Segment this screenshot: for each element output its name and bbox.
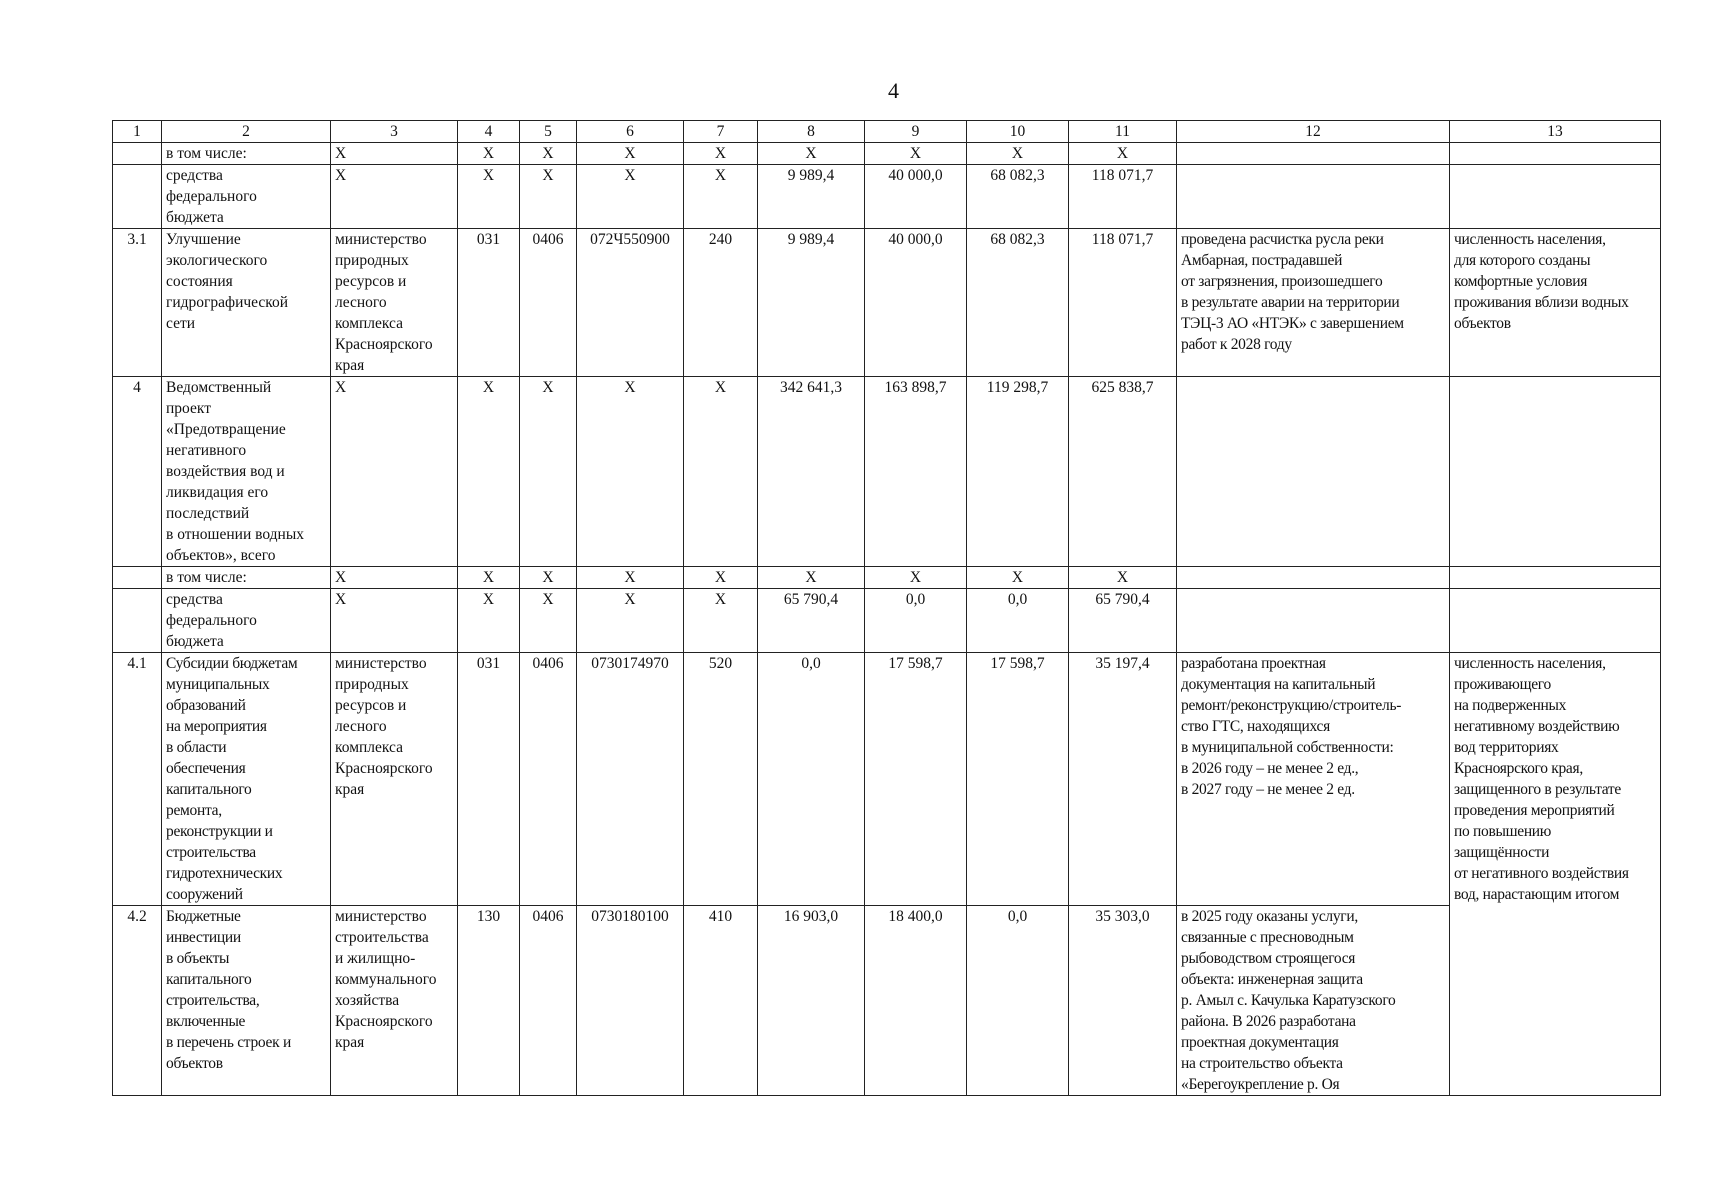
cell-col6: Х: [577, 589, 684, 653]
cell-col5: Х: [520, 589, 577, 653]
table-row: [113, 377, 1661, 567]
cell-col11: 35 197,4: [1069, 653, 1177, 906]
cell-col4: Х: [458, 165, 520, 229]
header-cell: 1: [113, 121, 162, 143]
item-name: Ведомственный проект «Предотвращение негативного воздействия вод и ликвидация его последствий в отношении водных объектов», всего: [162, 377, 331, 567]
cell-col10: Х: [967, 143, 1069, 165]
header-cell: 7: [684, 121, 758, 143]
cell-col9: 40 000,0: [865, 165, 967, 229]
responsible-org: министерство строительства и жилищно- коммунального хозяйства Красноярского края: [331, 906, 458, 1096]
cell-col7: Х: [684, 589, 758, 653]
indicator: [1450, 165, 1661, 229]
cell-col11: 118 071,7: [1069, 229, 1177, 377]
cell-col10: 0,0: [967, 906, 1069, 1096]
cell-col8: 9 989,4: [758, 229, 865, 377]
indicator: [1450, 567, 1661, 589]
row-number: [113, 589, 162, 653]
cell-col5: Х: [520, 377, 577, 567]
cell-col10: Х: [967, 567, 1069, 589]
table-row: [113, 143, 1661, 165]
cell-col11: 65 790,4: [1069, 589, 1177, 653]
expected-result: [1177, 143, 1450, 165]
cell-col6: 0730174970: [577, 653, 684, 906]
item-name: средства федерального бюджета: [162, 589, 331, 653]
cell-col10: 68 082,3: [967, 229, 1069, 377]
cell-col7: Х: [684, 377, 758, 567]
cell-col5: 0406: [520, 906, 577, 1096]
cell-col8: 9 989,4: [758, 165, 865, 229]
cell-col4: 031: [458, 653, 520, 906]
indicator: численность населения, проживающего на подверженных негативному воздействию вод территориях Красноярского края, защищенного в результате проведения мероприятий по повышению защищённости от негативного воздействия вод, нарастающим итогом: [1450, 653, 1661, 1096]
cell-col5: 0406: [520, 653, 577, 906]
responsible-org: Х: [331, 589, 458, 653]
cell-col9: 0,0: [865, 589, 967, 653]
cell-col7: Х: [684, 165, 758, 229]
cell-col11: 625 838,7: [1069, 377, 1177, 567]
item-name: Улучшение экологического состояния гидрографической сети: [162, 229, 331, 377]
header-cell: 9: [865, 121, 967, 143]
expected-result: проведена расчистка русла реки Амбарная, пострадавшей от загрязнения, произошедшего в результате аварии на территории ТЭЦ-3 АО «НТЭК» с завершением работ к 2028 году: [1177, 229, 1450, 377]
row-number: 4: [113, 377, 162, 567]
page-number: 4: [888, 78, 899, 103]
cell-col6: Х: [577, 377, 684, 567]
expected-result: [1177, 377, 1450, 567]
item-name: средства федерального бюджета: [162, 165, 331, 229]
item-name: в том числе:: [162, 567, 331, 589]
responsible-org: Х: [331, 377, 458, 567]
cell-col7: Х: [684, 143, 758, 165]
cell-col5: Х: [520, 165, 577, 229]
expected-result: [1177, 165, 1450, 229]
item-name: Бюджетные инвестиции в объекты капитального строительства, включенные в перечень строек и объектов: [162, 906, 331, 1096]
header-cell: 5: [520, 121, 577, 143]
cell-col6: Х: [577, 165, 684, 229]
cell-col8: Х: [758, 143, 865, 165]
header-cell: 2: [162, 121, 331, 143]
indicator: [1450, 377, 1661, 567]
indicator: численность населения, для которого созданы комфортные условия проживания вблизи водных объектов: [1450, 229, 1661, 377]
cell-col9: 163 898,7: [865, 377, 967, 567]
cell-col9: Х: [865, 567, 967, 589]
cell-col4: Х: [458, 377, 520, 567]
header-cell: 11: [1069, 121, 1177, 143]
table-row: [113, 567, 1661, 589]
cell-col10: 0,0: [967, 589, 1069, 653]
cell-col4: Х: [458, 143, 520, 165]
cell-col9: 17 598,7: [865, 653, 967, 906]
cell-col8: 65 790,4: [758, 589, 865, 653]
header-cell: 3: [331, 121, 458, 143]
cell-col5: 0406: [520, 229, 577, 377]
row-number: [113, 165, 162, 229]
table-row: [113, 165, 1661, 229]
indicator: [1450, 143, 1661, 165]
table-row: [113, 906, 1661, 1096]
expected-result: [1177, 589, 1450, 653]
cell-col11: Х: [1069, 143, 1177, 165]
cell-col4: Х: [458, 589, 520, 653]
responsible-org: министерство природных ресурсов и лесного комплекса Красноярского края: [331, 229, 458, 377]
cell-col4: 031: [458, 229, 520, 377]
header-cell: 8: [758, 121, 865, 143]
cell-col10: 119 298,7: [967, 377, 1069, 567]
cell-col5: Х: [520, 567, 577, 589]
cell-col11: Х: [1069, 567, 1177, 589]
responsible-org: министерство природных ресурсов и лесного комплекса Красноярского края: [331, 653, 458, 906]
item-name: Субсидии бюджетам муниципальных образований на мероприятия в области обеспечения капитального ремонта, реконструкции и строительства гидротехнических сооружений: [162, 653, 331, 906]
program-table: [112, 120, 1661, 1096]
responsible-org: Х: [331, 143, 458, 165]
header-cell: 4: [458, 121, 520, 143]
expected-result: разработана проектная документация на капитальный ремонт/реконструкцию/строитель- ство ГТС, находящихся в муниципальной собственности: в 2026 году – не менее 2 ед., в 2027 году – не менее 2 ед.: [1177, 653, 1450, 906]
responsible-org: Х: [331, 165, 458, 229]
cell-col11: 35 303,0: [1069, 906, 1177, 1096]
cell-col10: 68 082,3: [967, 165, 1069, 229]
cell-col7: Х: [684, 567, 758, 589]
expected-result: в 2025 году оказаны услуги, связанные с пресноводным рыбоводством строящегося объекта: инженерная защита р. Амыл с. Качулька Каратузского района. В 2026 разработана проектная документация на строительство объекта «Берегоукрепление р. Оя: [1177, 906, 1450, 1096]
responsible-org: Х: [331, 567, 458, 589]
row-number: 3.1: [113, 229, 162, 377]
cell-col6: Х: [577, 567, 684, 589]
table-row: [113, 229, 1661, 377]
row-number: 4.1: [113, 653, 162, 906]
cell-col7: 240: [684, 229, 758, 377]
cell-col9: Х: [865, 143, 967, 165]
table-row: [113, 653, 1661, 906]
cell-col8: 0,0: [758, 653, 865, 906]
cell-col4: Х: [458, 567, 520, 589]
cell-col6: 072Ч550900: [577, 229, 684, 377]
cell-col7: 520: [684, 653, 758, 906]
cell-col8: Х: [758, 567, 865, 589]
header-row: [113, 121, 1661, 143]
cell-col10: 17 598,7: [967, 653, 1069, 906]
row-number: [113, 143, 162, 165]
cell-col9: 18 400,0: [865, 906, 967, 1096]
cell-col5: Х: [520, 143, 577, 165]
cell-col6: Х: [577, 143, 684, 165]
item-name: в том числе:: [162, 143, 331, 165]
header-cell: 13: [1450, 121, 1661, 143]
cell-col9: 40 000,0: [865, 229, 967, 377]
cell-col7: 410: [684, 906, 758, 1096]
header-cell: 10: [967, 121, 1069, 143]
header-cell: 6: [577, 121, 684, 143]
header-cell: 12: [1177, 121, 1450, 143]
cell-col4: 130: [458, 906, 520, 1096]
cell-col6: 0730180100: [577, 906, 684, 1096]
row-number: [113, 567, 162, 589]
cell-col8: 342 641,3: [758, 377, 865, 567]
row-number: 4.2: [113, 906, 162, 1096]
cell-col8: 16 903,0: [758, 906, 865, 1096]
expected-result: [1177, 567, 1450, 589]
indicator: [1450, 589, 1661, 653]
cell-col11: 118 071,7: [1069, 165, 1177, 229]
table-row: [113, 589, 1661, 653]
